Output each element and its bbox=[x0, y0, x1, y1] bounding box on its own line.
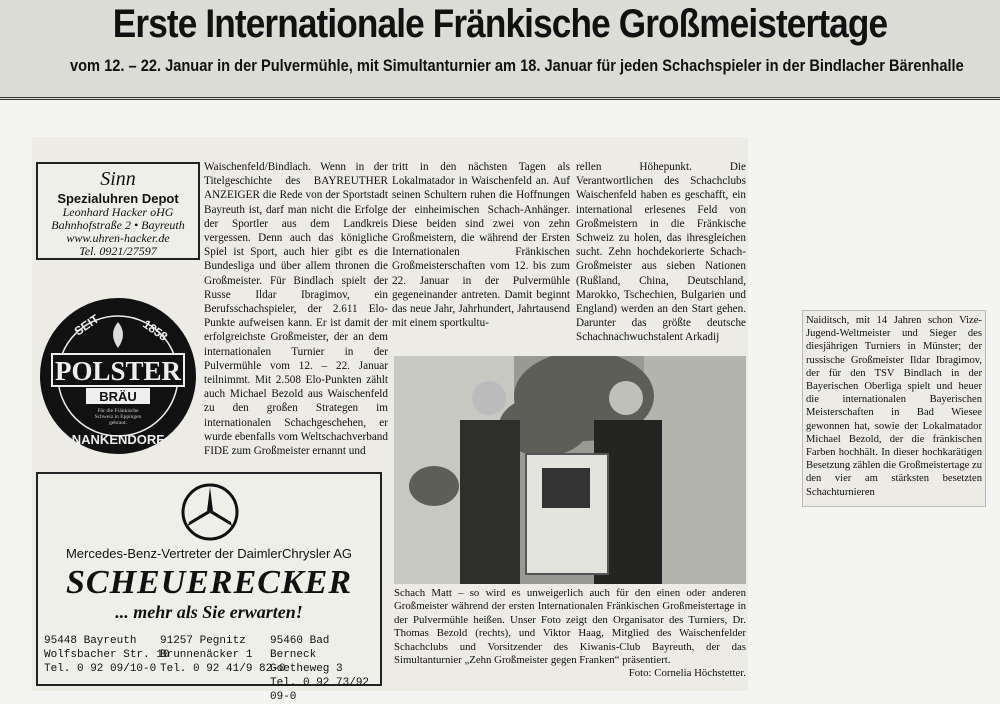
article-text: Waischenfeld/Bindlach. Wenn in der Titelgeschichte des BAYREUTHER ANZEIGER die Rede von der Sportstadt Bayreuth ist, darf man nicht die Erfolge der Sportler aus dem Landkreis vergessen. Denn auch das königliche Spiel ist Sport, auch hier gibt es die Bundesliga und über allem thronen die Großmeister. Für Bindlach spielt der Russe Ildar Ibragimov, ein Berufsschachspieler, der 2.611 Elo-Punkte aufweisen kann. Er ist damit der erfolgreichste Großmeister, der an dem internationalen Turnier in der Pulvermühle vom 12. – 22. Januar teilnimmt. Mit 2.508 Elo-Punkten zählt auch Michael Bezold aus Waischenfeld zu den großen Strategen im internationalen Schachgeschehen, er wurde ebenfalls vom Weltschachverband FIDE zum Großmeister ernannt und bbox=[204, 161, 388, 458]
address-city: 95460 Bad Berneck bbox=[270, 635, 330, 661]
polster-seit: SEIT bbox=[71, 311, 102, 339]
polster-name: POLSTER bbox=[54, 356, 182, 386]
photo-caption bbox=[394, 587, 746, 681]
mercedes-star-icon bbox=[180, 482, 240, 542]
address-street: Goetheweg 3 bbox=[270, 663, 343, 675]
ad-benz-address-bayreuth bbox=[44, 634, 169, 676]
address-phone: Tel. 0 92 41/9 82-0 bbox=[160, 663, 286, 675]
article-column-3 bbox=[576, 160, 746, 345]
side-clipping-text: Naiditsch, mit 14 Jahren schon Vize-Jugend-Weltmeister und Sieger des diesjährigen Turniers in Münster; der russische Großmeister Ildar Ibragimov, der für den TSV Bindlach in der Bayerischen Oberliga spielt und heuer die internationalen Bayerischen Meisterschaften in Bad Wiesee gewonnen hat, sowie der Lokalmatador Michael Bezold, der die fränkischen Farben hochhält. In dieser hochkarätigen Besetzung zählen die Großmeistertage zu den vier am stärksten besetzten Schachturnieren bbox=[806, 315, 982, 498]
polster-tagline-1: Für die Fränkische bbox=[97, 408, 139, 414]
address-city: 95448 Bayreuth bbox=[44, 635, 137, 647]
ad-sinn-phone: Tel. 0921/27597 bbox=[79, 244, 157, 258]
address-city: 91257 Pegnitz bbox=[160, 635, 246, 647]
ad-sinn-brand: Sinn bbox=[100, 168, 136, 190]
ad-benz-address-pegnitz bbox=[160, 634, 285, 676]
polster-brau: BRÄU bbox=[99, 389, 137, 404]
ad-sinn-company: Leonhard Hacker oHG bbox=[62, 205, 174, 219]
ad-scheuerecker bbox=[36, 472, 382, 703]
polster-brau-logo bbox=[38, 296, 198, 456]
address-street: Wolfsbacher Str. 10 bbox=[44, 649, 170, 661]
address-phone: Tel. 0 92 09/10-0 bbox=[44, 663, 157, 675]
article-column-1 bbox=[204, 160, 388, 458]
ad-benz-name: SCHEUERECKER bbox=[65, 564, 352, 601]
address-phone: Tel. 0 92 73/92 09-0 bbox=[270, 677, 370, 703]
ad-sinn-web: www.uhren-hacker.de bbox=[66, 231, 170, 245]
polster-tagline-2: Schweiz in Eppingen bbox=[94, 414, 142, 420]
ad-sinn-title: Spezialuhren Depot bbox=[57, 191, 179, 206]
page-subheadline: vom 12. – 22. Januar in der Pulvermühle, mit Simultanturnier am 18. Januar für jeden Schachspieler in der Bindlacher Bärenhalle bbox=[70, 56, 964, 75]
photo-credit: Foto: Cornelia Höchstetter. bbox=[628, 667, 746, 680]
ad-sinn-street: Bahnhofstraße 2 • Bayreuth bbox=[51, 218, 185, 232]
article-column-2 bbox=[392, 160, 570, 330]
caption-text: Schach Matt – so wird es unweigerlich auch für den einen oder anderen Großmeister während der ersten Internationalen Fränkischen Großmeistertage in der Pulvermühle heißen. Unser Foto zeigt den Organisator des Turniers, Dr. Thomas Bezold (rechts), und Viktor Haag, Mitglied des Waischenfelder Schachclubs und Vorsitzender des Kiwanis-Club Bayreuth, der das Simultanturnier „Zehn Großmeister gegen Franken“ präsentiert. bbox=[394, 587, 746, 667]
page-headline: Erste Internationale Fränkische Großmeistertage bbox=[112, 2, 888, 46]
ad-sinn-uhren bbox=[36, 162, 200, 260]
address-street: Brunnenäcker 1 bbox=[160, 649, 253, 661]
ad-benz-address-bad-berneck bbox=[270, 634, 380, 704]
polster-tagline-3: gebraut. bbox=[109, 420, 127, 426]
article-text: rellen Höhepunkt. Die Verantwortlichen des Schachclubs Waischenfeld haben es geschafft, ein international erlesenes Feld von Großmeistern in die Fränkische Schweiz zu holen, das ihresgleichen sucht. Zehn hochdekorierte Schach-Großmeister aus sieben Nationen (Rußland, China, Deutschland, Marokko, Tschechien, Bulgarien und England) werden an den Start gehen. Darunter das größte deutsche Schachnachwuchstalent Arkadij bbox=[576, 161, 746, 344]
polster-year: 1858 bbox=[140, 316, 171, 344]
article-text: tritt in den nächsten Tagen als Lokalmatador in Waischenfeld an. Auf seinen Schultern ruhen die Hoffnungen der einheimischen Schach-Anhänger. Diese beiden sind zwei von zehn Großmeistern, die während der Ersten Internationalen Fränkischen Großmeisterschaften vom 12. bis zum 22. Januar in der Pulvermühle gegeneinander antreten. Damit beginnt das neue Jahr, Jahrhundert, Jahrtausend mit einem sportkultu- bbox=[392, 161, 570, 330]
ad-benz-slogan: ... mehr als Sie erwarten! bbox=[115, 602, 303, 622]
polster-town: NANKENDORF bbox=[71, 432, 165, 447]
ad-benz-vertreter: Mercedes-Benz-Vertreter der DaimlerChrysler AG bbox=[65, 546, 353, 561]
article-photo bbox=[394, 356, 746, 584]
